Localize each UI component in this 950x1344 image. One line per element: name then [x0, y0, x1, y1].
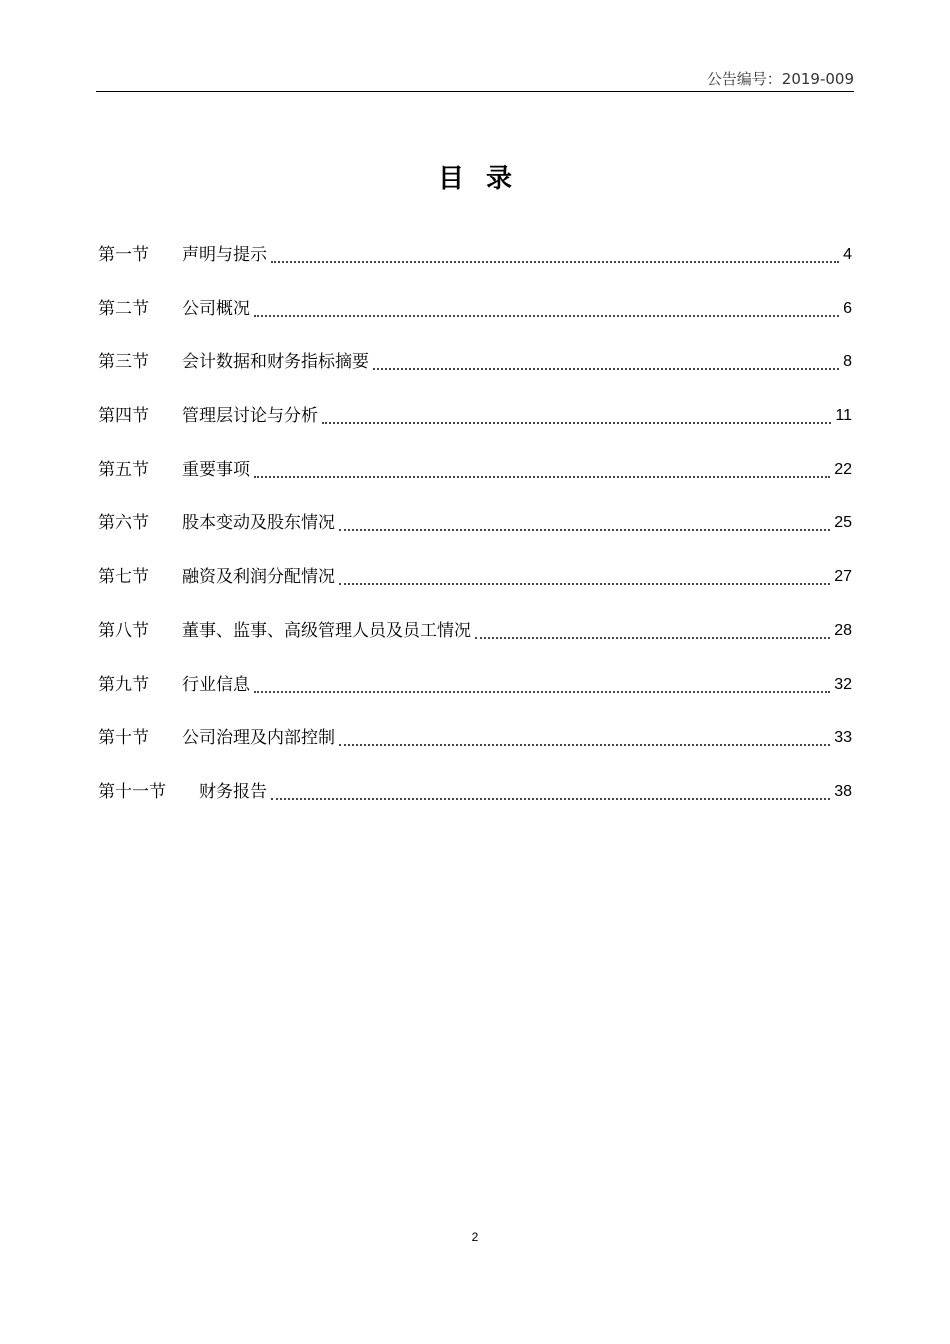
toc-entry-2[interactable] — [98, 295, 852, 349]
toc-section-label: 第八节 — [98, 620, 149, 641]
toc-entry-4[interactable] — [98, 402, 852, 456]
toc-section-label: 第二节 — [98, 298, 149, 319]
toc-entry-7[interactable] — [98, 563, 852, 617]
header-divider — [96, 91, 854, 92]
toc-entry-8[interactable] — [98, 617, 852, 671]
toc-page-number: 6 — [843, 299, 852, 317]
toc-page-number: 38 — [834, 782, 852, 800]
dot-leader — [254, 295, 839, 317]
toc-section-title: 公司治理及内部控制 — [182, 728, 335, 749]
toc-section-title: 公司概况 — [182, 298, 250, 319]
toc-section-title: 管理层讨论与分析 — [182, 406, 318, 427]
announcement-number: 公告编号：2019-009 — [706, 70, 854, 88]
toc-section-title: 董事、监事、高级管理人员及员工情况 — [182, 620, 471, 641]
dot-leader — [271, 778, 830, 800]
dot-leader — [339, 563, 830, 585]
table-of-contents — [98, 241, 852, 832]
toc-page-number: 25 — [834, 514, 852, 532]
toc-section-title: 会计数据和财务指标摘要 — [182, 352, 369, 373]
toc-entry-10[interactable] — [98, 724, 852, 778]
toc-section-label: 第七节 — [98, 567, 149, 588]
toc-section-label: 第九节 — [98, 674, 149, 695]
toc-section-label: 第一节 — [98, 245, 149, 265]
toc-section-title: 财务报告 — [199, 781, 267, 802]
dot-leader — [373, 348, 839, 370]
dot-leader — [339, 509, 830, 531]
toc-page-number: 11 — [835, 407, 852, 425]
dot-leader — [271, 241, 839, 263]
toc-page-number: 32 — [834, 675, 852, 693]
toc-entry-3[interactable] — [98, 348, 852, 402]
toc-page-number: 28 — [834, 621, 852, 639]
toc-page-number: 4 — [843, 246, 852, 263]
toc-entry-1[interactable] — [98, 241, 852, 295]
toc-entry-9[interactable] — [98, 671, 852, 725]
toc-title: 目录 — [437, 164, 534, 194]
dot-leader — [475, 617, 830, 639]
toc-section-title: 行业信息 — [182, 674, 250, 695]
toc-page-number: 8 — [843, 353, 852, 371]
toc-section-label: 第六节 — [98, 513, 149, 534]
toc-section-title: 股本变动及股东情况 — [182, 513, 335, 534]
dot-leader — [322, 402, 831, 424]
toc-page-number: 33 — [834, 729, 852, 747]
toc-section-label: 第五节 — [98, 459, 149, 480]
dot-leader — [254, 671, 830, 693]
dot-leader — [339, 724, 830, 746]
toc-page-number: 27 — [834, 568, 852, 586]
toc-section-title: 声明与提示 — [182, 245, 267, 265]
toc-section-title: 融资及利润分配情况 — [182, 567, 335, 588]
toc-section-label: 第十节 — [98, 728, 149, 749]
toc-section-label: 第十一节 — [98, 781, 166, 802]
toc-section-label: 第三节 — [98, 352, 149, 373]
toc-section-label: 第四节 — [98, 406, 149, 427]
dot-leader — [254, 456, 830, 478]
page-number: 2 — [471, 1230, 479, 1244]
toc-entry-6[interactable] — [98, 509, 852, 563]
toc-page-number: 22 — [834, 460, 852, 478]
toc-entry-5[interactable] — [98, 456, 852, 510]
toc-entry-11[interactable] — [98, 778, 852, 832]
toc-section-title: 重要事项 — [182, 459, 250, 480]
